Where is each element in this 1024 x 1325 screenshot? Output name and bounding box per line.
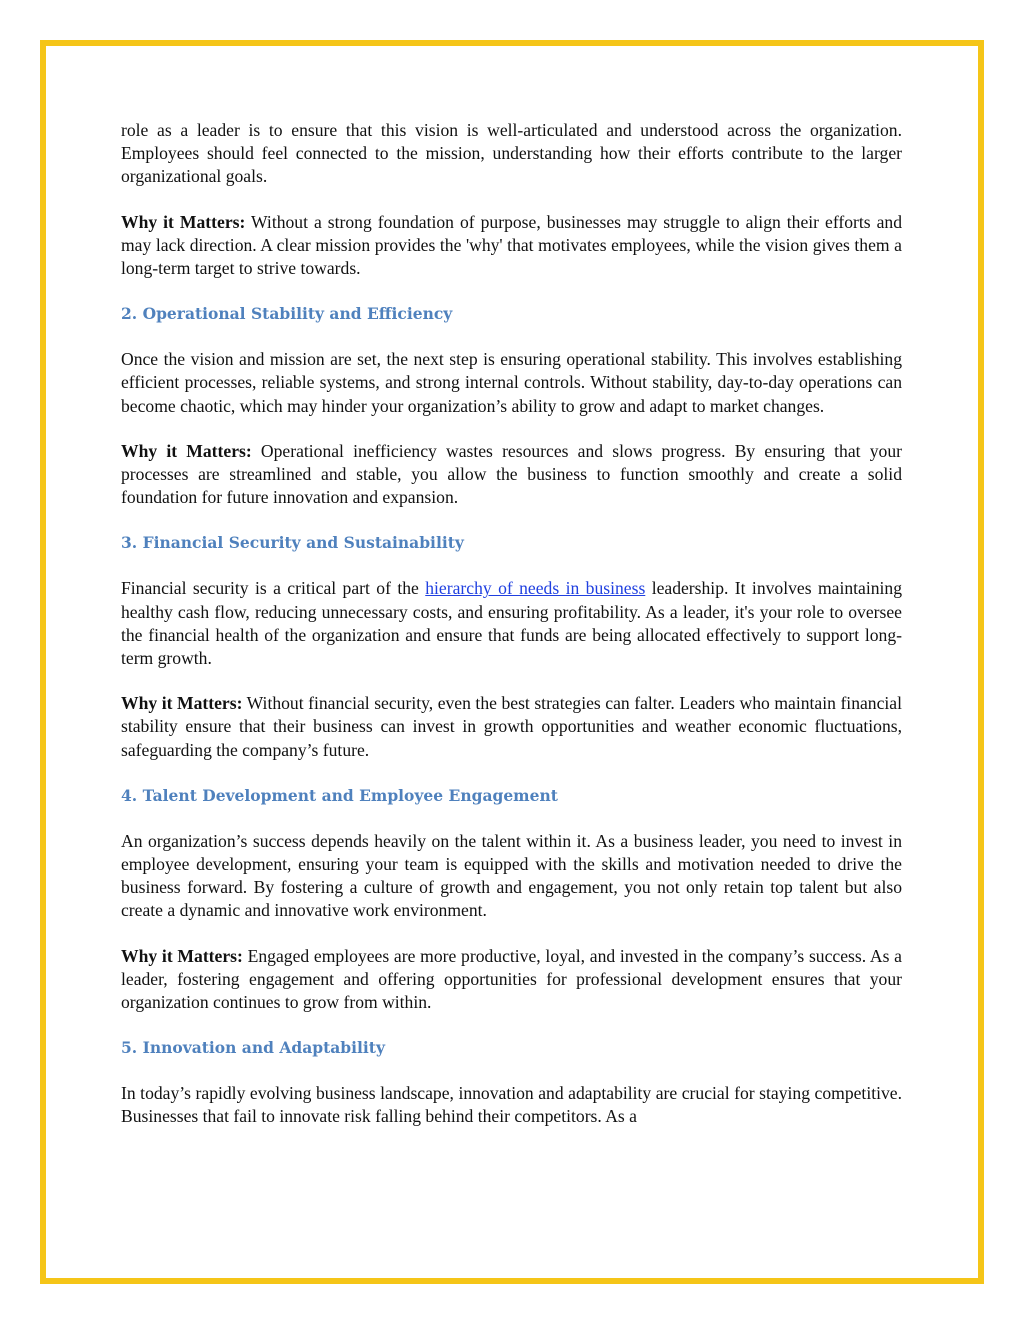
section-heading-financial: 3. Financial Security and Sustainability (121, 533, 464, 553)
section-body-financial (121, 577, 902, 670)
section-why-talent (121, 945, 902, 1015)
why-label: Why it Matters: (121, 211, 246, 232)
section-heading-operational: 2. Operational Stability and Efficiency (121, 304, 453, 324)
section-body-talent: An organization’s success depends heavily on the talent within it. As a business leader, you need to invest in employee development, ensuring your team is equipped with the skills and motivation needed to drive the business forward. By fostering a culture of growth and engagement, you not only retain top talent but also create a dynamic and innovative work environment. (121, 830, 902, 921)
section-body-innovation: In today’s rapidly evolving business landscape, innovation and adaptability are crucial for staying competitive. Businesses that fail to innovate risk falling behind their competitors. As a (121, 1083, 902, 1127)
document-body (121, 119, 902, 1151)
body-text: Financial security is a critical part of the (121, 578, 426, 599)
section-heading-talent: 4. Talent Development and Employee Engagement (121, 785, 558, 805)
why-text: Without a strong foundation of purpose, businesses may struggle to align their efforts and may lack direction. A clear mission provides the 'why' that motivates employees, while the vision gives them a long-term target to strive towards. (121, 211, 902, 279)
section-why-financial (121, 692, 902, 762)
section-why-operational (121, 440, 902, 510)
why-text: Engaged employees are more productive, loyal, and invested in the company’s success. As a leader, fostering engagement and offering opportunities for professional development ensures that your organization continues to grow from within. (121, 945, 902, 1013)
why-label: Why it Matters: (121, 693, 243, 714)
intro-why-paragraph (121, 211, 902, 281)
why-label: Why it Matters: (121, 945, 243, 966)
why-text: Operational inefficiency wastes resources and slows progress. By ensuring that your processes are streamlined and stable, you allow the business to function smoothly and create a solid foundation for future innovation and expansion. (121, 440, 902, 508)
intro-paragraph: role as a leader is to ensure that this vision is well-articulated and understood across the organization. Employees should feel connected to the mission, understanding how their efforts contribute to the larger organizational goals. (121, 120, 902, 187)
why-text: Without financial security, even the best strategies can falter. Leaders who maintain financial stability ensure that their business can invest in growth opportunities and weather economic fluctuations, safeguarding the company’s future. (121, 693, 902, 760)
section-heading-innovation: 5. Innovation and Adaptability (121, 1038, 385, 1058)
why-label: Why it Matters: (121, 440, 252, 461)
section-body-operational: Once the vision and mission are set, the next step is ensuring operational stability. This involves establishing efficient processes, reliable systems, and strong internal controls. Without stability, day-to-day operations can become chaotic, which may hinder your organization’s ability to grow and adapt to market changes. (121, 349, 902, 416)
hierarchy-of-needs-link[interactable]: hierarchy of needs in business (425, 578, 646, 599)
body-text: leadership. It involves maintaining healthy cash flow, reducing unnecessary costs, and ensuring profitability. As a leader, it's your role to oversee the financial health of the organization and ensure that funds are being allocated effectively to support long-term growth. (121, 578, 902, 669)
